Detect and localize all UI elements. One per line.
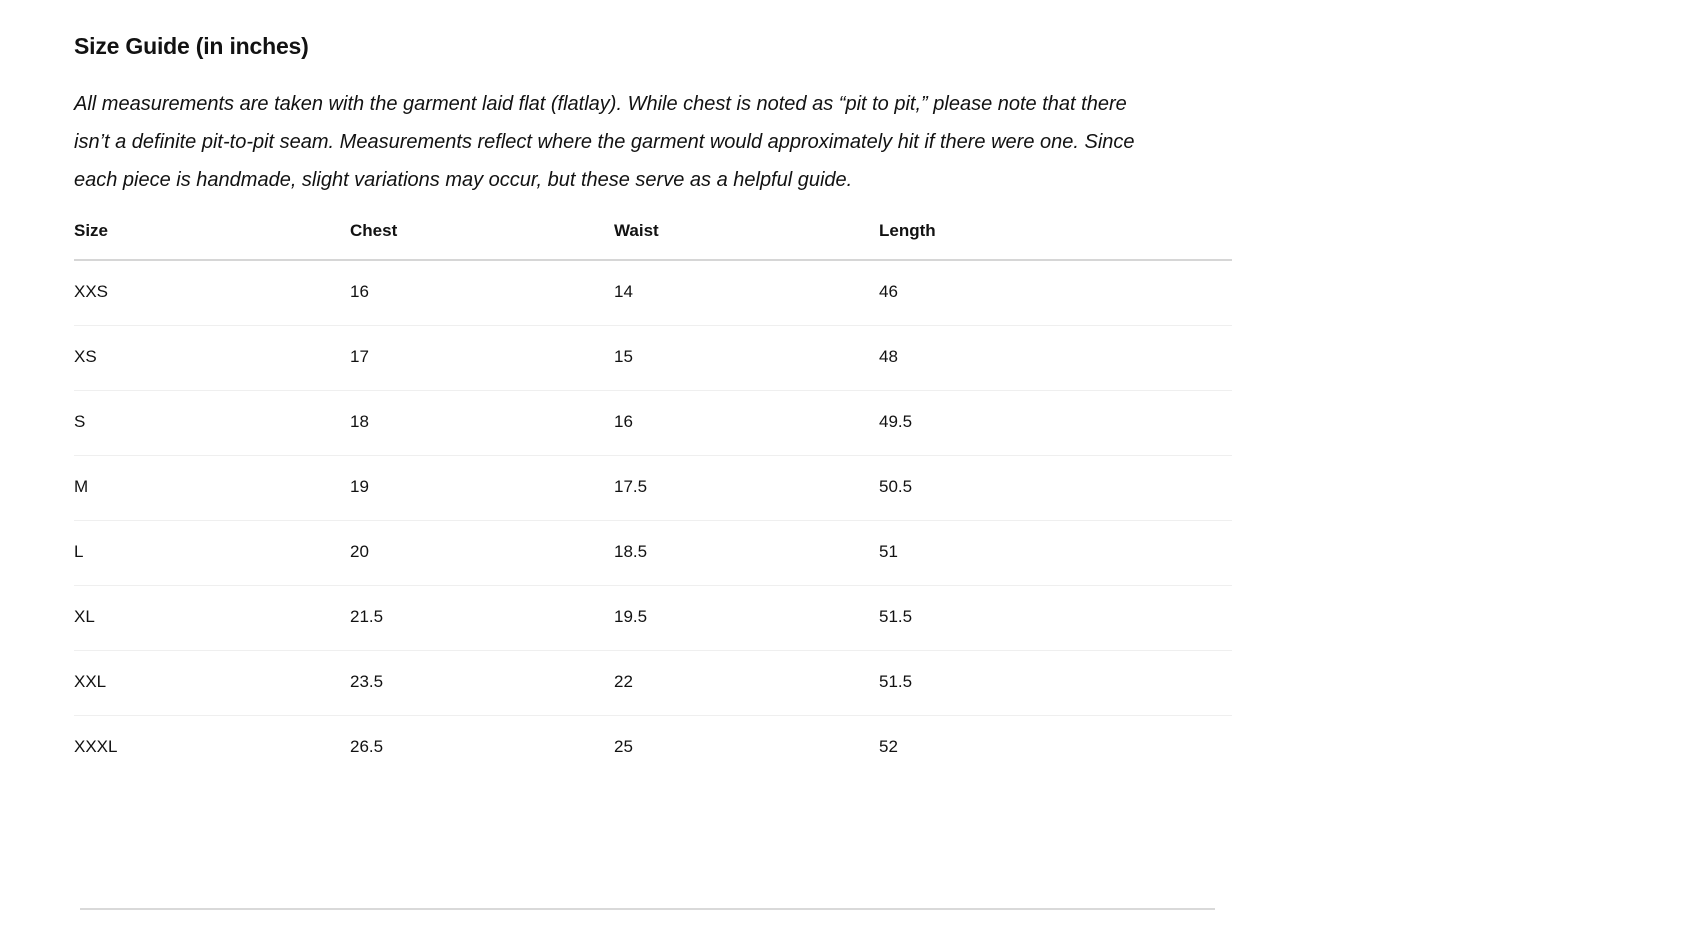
cell-chest: 17: [350, 326, 614, 391]
cell-chest: 19: [350, 456, 614, 521]
column-header-size: Size: [74, 221, 350, 260]
cell-length: 51: [879, 521, 1232, 586]
table-row-xxl: [74, 651, 1232, 716]
cell-size: L: [74, 521, 350, 586]
cell-waist: 14: [614, 260, 879, 326]
cell-length: 48: [879, 326, 1232, 391]
cell-size: XS: [74, 326, 350, 391]
cell-chest: 26.5: [350, 737, 384, 756]
table-row-s: [74, 391, 1232, 456]
cell-chest: 16: [350, 260, 614, 326]
cell-waist: 25: [614, 737, 633, 756]
size-chart-header-row: [74, 221, 1232, 260]
table-row-xs: [74, 326, 1232, 391]
cell-length: 51.5: [879, 586, 1232, 651]
cell-size: XL: [74, 586, 350, 651]
cell-waist: 15: [614, 326, 879, 391]
column-header-waist: Waist: [614, 221, 879, 260]
table-row-xl: [74, 586, 1232, 651]
cell-waist: 16: [614, 391, 879, 456]
table-row-m: [74, 456, 1232, 521]
cell-size: XXXL: [74, 737, 118, 756]
cell-chest: 20: [350, 521, 614, 586]
cell-size: XXL: [74, 651, 350, 716]
cell-chest: 21.5: [350, 586, 614, 651]
size-chart-table: [74, 221, 1232, 780]
cell-waist: 17.5: [614, 456, 879, 521]
cell-waist: 18.5: [614, 521, 879, 586]
cell-size: XXS: [74, 260, 350, 326]
table-row-l: [74, 521, 1232, 586]
size-guide-title: Size Guide (in inches): [74, 33, 309, 59]
cell-waist: 22: [614, 651, 879, 716]
cell-length: 52: [879, 737, 898, 756]
column-header-length: Length: [879, 221, 1232, 260]
cell-chest: 18: [350, 391, 614, 456]
cell-waist: 19.5: [614, 586, 879, 651]
size-guide-description: All measurements are taken with the garment laid flat (flatlay). While chest is noted as “pit to pit,” please note that there isn’t a definite pit-to-pit seam. Measurements reflect where the garment would approximately hit if there were one. Since each piece is handmade, slight variations may occur, but these serve as a helpful guide.: [74, 93, 1135, 191]
cell-length: 50.5: [879, 456, 1232, 521]
column-header-chest: Chest: [350, 221, 614, 260]
table-row-xxxl: [74, 716, 1232, 781]
cell-length: 49.5: [879, 391, 1232, 456]
cell-length: 51.5: [879, 651, 1232, 716]
cell-size: S: [74, 391, 350, 456]
cell-size: M: [74, 456, 350, 521]
cell-chest: 23.5: [350, 651, 614, 716]
cell-length: 46: [879, 260, 1232, 326]
table-row-xxs: [74, 260, 1232, 326]
section-divider: [80, 908, 1215, 910]
